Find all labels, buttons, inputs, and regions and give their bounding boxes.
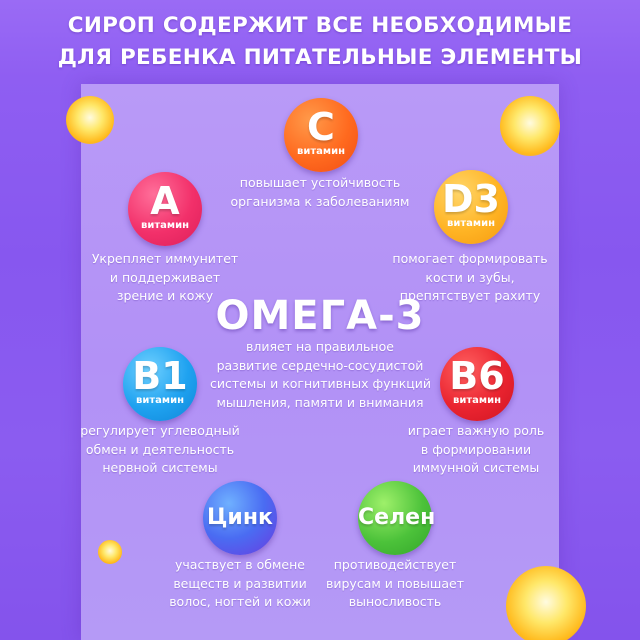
vitamin-b1-letter: B1 [132, 354, 188, 398]
zinc-desc-line: участвует в обмене [175, 557, 305, 572]
vitamin-d3-sub: витамин [447, 218, 495, 229]
selenium-desc-line: противодействует [333, 557, 457, 572]
vitamin-b1-desc-line: обмен и деятельность [85, 441, 235, 457]
vitamin-b1-description [60, 422, 260, 478]
vitamin-c-letter: C [307, 105, 335, 149]
vitamin-c-desc-line: организма к заболеваниям [230, 193, 410, 209]
vitamin-b6-letter: B6 [449, 354, 505, 398]
selenium-badge [358, 481, 436, 555]
vitamin-b6-description [376, 422, 576, 478]
vitamin-a-desc-line: зрение и кожу [116, 288, 214, 303]
vitamin-b1-desc-line: нервной системы [102, 460, 218, 475]
vitamin-c-badge [284, 98, 358, 172]
vitamin-d3-letter: D3 [442, 177, 500, 221]
vitamin-a-sub: витамин [141, 220, 189, 231]
vitamin-b1-sub: витамин [136, 395, 184, 406]
vitamin-b6-desc-line: в формировании [420, 441, 532, 457]
page-title [0, 10, 640, 74]
selenium-label: Селен [358, 505, 436, 530]
vitamin-a-letter: A [150, 179, 180, 223]
zinc-desc-line: веществ и развитии [173, 575, 307, 591]
vitamin-b1-badge [123, 347, 197, 421]
vitamin-d3-desc-line: помогает формировать [392, 251, 548, 266]
decor-ball-bottom-left [98, 540, 122, 564]
zinc-label: Цинк [207, 505, 273, 530]
selenium-description [295, 556, 495, 612]
vitamin-b1-desc-line: регулирует углеводный [80, 423, 240, 438]
vitamin-a-badge [128, 172, 202, 246]
vitamin-d3-badge [434, 170, 508, 244]
decor-ball-bottom-right [506, 566, 586, 640]
vitamin-b6-desc-line: иммунной системы [412, 460, 540, 475]
title-line-2: ДЛЯ РЕБЕНКА ПИТАТЕЛЬНЫЕ ЭЛЕМЕНТЫ [57, 45, 583, 70]
vitamin-c-sub: витамин [297, 146, 345, 157]
zinc-badge [203, 481, 277, 555]
vitamin-d3-desc-line: кости и зубы, [425, 269, 515, 285]
omega-3-desc-line: влияет на правильное [246, 339, 394, 354]
vitamin-b6-badge [440, 347, 514, 421]
vitamin-a-desc-line: и поддерживает [109, 269, 221, 285]
vitamin-c-description [220, 174, 420, 211]
vitamin-c-desc-line: повышает устойчивость [239, 175, 401, 190]
vitamin-d3-desc-line: препятствует рахиту [399, 288, 541, 303]
decor-ball-left [66, 96, 114, 144]
omega-3-description [210, 338, 430, 412]
omega-3-label: ОМЕГА-3 [215, 293, 425, 339]
vitamin-a-desc-line: Укрепляет иммунитет [91, 251, 239, 266]
vitamin-b6-sub: витамин [453, 395, 501, 406]
omega-3-desc-line: развитие сердечно-сосудистой [216, 357, 424, 373]
zinc-desc-line: волос, ногтей и кожи [169, 594, 311, 609]
decor-ball-right [500, 96, 560, 156]
selenium-desc-line: выносливость [348, 594, 442, 609]
vitamin-b6-desc-line: играет важную роль [407, 423, 545, 438]
selenium-desc-line: вирусам и повышает [326, 575, 464, 591]
omega-3-desc-line: мышления, памяти и внимания [216, 394, 424, 410]
omega-3-desc-line: системы и когнитивных функций [210, 376, 432, 391]
title-line-1: СИРОП СОДЕРЖИТ ВСЕ НЕОБХОДИМЫЕ [67, 13, 573, 38]
